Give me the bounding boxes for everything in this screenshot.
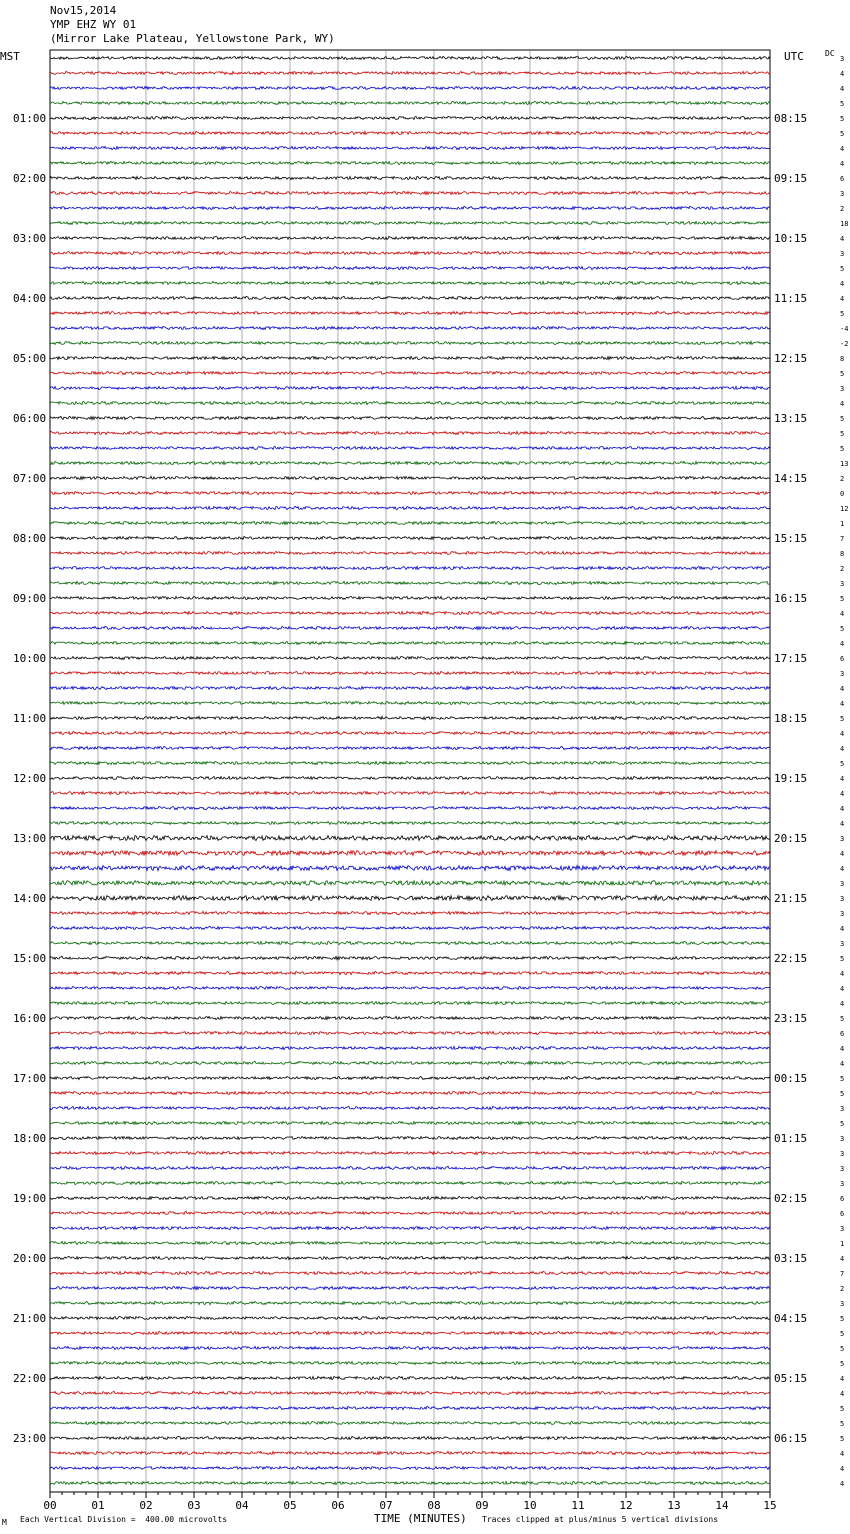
dc-offset-label: 1 [840,520,845,528]
seismogram-trace [50,1061,770,1064]
utc-hour-label: 18:15 [774,712,808,725]
seismogram-trace [50,206,770,209]
clip-note: Traces clipped at plus/minus 5 vertical divisions [482,1515,719,1524]
seismogram-trace [50,611,770,614]
mst-hour-label: 16:00 [13,1012,47,1025]
seismogram-trace [50,311,770,314]
seismogram-trace [50,1421,770,1424]
dc-offset-label: 4 [840,820,845,828]
seismogram-trace [50,536,770,539]
seismogram-trace [50,1181,770,1184]
utc-hour-label: 17:15 [774,652,808,665]
dc-offset-label: 5 [840,1075,845,1083]
dc-offset-label: 3 [840,580,845,588]
seismogram-trace [50,956,770,959]
dc-offset-label: 3 [840,1105,845,1113]
dc-offset-label: 6 [840,175,845,183]
x-tick-label: 09 [475,1499,489,1512]
seismogram-trace [50,416,770,419]
x-tick-label: 02 [139,1499,153,1512]
x-tick-label: 11 [571,1499,585,1512]
utc-hour-label: 00:15 [774,1072,808,1085]
seismogram-trace [50,176,770,179]
seismogram-trace [50,581,770,584]
x-axis-title: TIME (MINUTES) [374,1512,467,1525]
dc-offset-label: 2 [840,1285,845,1293]
seismogram-trace [50,491,770,494]
utc-hour-label: 04:15 [774,1312,808,1325]
dc-offset-label: 4 [840,1375,845,1383]
dc-offset-label: 5 [840,625,845,633]
x-tick-label: 15 [763,1499,777,1512]
dc-offset-label: 4 [840,805,845,813]
dc-offset-label: 5 [840,265,845,273]
utc-hour-label: 01:15 [774,1132,808,1145]
dc-offset-label: 4 [840,1255,845,1263]
seismogram-trace [50,461,770,464]
chart-station: YMP EHZ WY 01 [50,18,137,31]
seismogram-trace [50,596,770,599]
dc-offset-label: 5 [840,1120,845,1128]
mst-hour-label: 05:00 [13,352,47,365]
seismogram-trace [50,566,770,569]
seismogram-trace [50,161,770,164]
dc-offset-label: 5 [840,1015,845,1023]
dc-offset-label: 5 [840,1315,845,1323]
utc-hour-label: 12:15 [774,352,808,365]
dc-offset-label: 6 [840,1210,845,1218]
dc-offset-label: 6 [840,655,845,663]
mst-hour-label: 04:00 [13,292,47,305]
dc-offset-label: 3 [840,940,845,948]
seismogram-trace [50,1166,770,1169]
mst-hour-label: 17:00 [13,1072,47,1085]
time-gridlines [50,50,770,1492]
dc-offset-label: 5 [840,1330,845,1338]
dc-offset-label: 5 [840,100,845,108]
seismogram-traces [50,56,770,1484]
dc-offset-label: 3 [840,250,845,258]
dc-offset-label: 13 [840,460,849,468]
dc-offset-label: 5 [840,955,845,963]
dc-offset-label: -2 [840,340,849,348]
dc-offset-label: 5 [840,445,845,453]
dc-offset-label: 4 [840,70,845,78]
dc-offset-label: 4 [840,685,845,693]
seismogram-trace [50,101,770,104]
seismogram-trace [50,1271,770,1274]
dc-offset-label: 4 [840,1465,845,1473]
seismogram-trace [50,701,770,704]
dc-offset-label: 4 [840,790,845,798]
dc-offset-label: 3 [840,1180,845,1188]
seismogram-trace [50,866,770,871]
seismogram-trace [50,1346,770,1349]
dc-offset-label: 5 [840,595,845,603]
dc-offset-label: 3 [840,910,845,918]
dc-offset-label: -4 [840,325,849,333]
mst-hour-label: 14:00 [13,892,47,905]
dc-offset-label: 3 [840,1135,845,1143]
x-tick-label: 07 [379,1499,393,1512]
dc-offset-label: 4 [840,295,845,303]
chart-date: Nov15,2014 [50,4,117,17]
seismogram-trace [50,1436,770,1439]
dc-offset-label: 5 [840,310,845,318]
dc-offset-label: 3 [840,1300,845,1308]
dc-offset-label: 5 [840,760,845,768]
utc-hour-label: 21:15 [774,892,808,905]
x-tick-label: 00 [43,1499,57,1512]
utc-hour-label: 14:15 [774,472,808,485]
utc-hour-label: 10:15 [774,232,808,245]
seismogram-trace [50,221,770,224]
mst-hour-label: 23:00 [13,1432,47,1445]
seismogram-trace [50,86,770,89]
x-tick-label: 06 [331,1499,345,1512]
dc-offset-label: 8 [840,355,845,363]
seismogram-trace [50,1226,770,1229]
dc-offset-label: 4 [840,280,845,288]
seismogram-trace [50,851,770,856]
dc-offset-label: 5 [840,370,845,378]
seismogram-trace [50,1361,770,1364]
seismogram-trace [50,191,770,194]
dc-offset-label: 4 [840,610,845,618]
utc-hour-label: 13:15 [774,412,808,425]
seismogram-trace [50,941,770,944]
x-tick-label: 05 [283,1499,297,1512]
dc-offset-label: 4 [840,745,845,753]
left-timezone-label: MST [0,50,20,63]
dc-offset-label: 3 [840,385,845,393]
seismogram-trace [50,1466,770,1469]
seismogram-trace [50,1031,770,1034]
time-axis [43,1492,776,1512]
dc-offset-label: 5 [840,115,845,123]
dc-offset-label: 2 [840,205,845,213]
seismogram-trace [50,1211,770,1214]
seismogram-trace [50,326,770,329]
seismogram-trace [50,431,770,434]
seismogram-trace [50,1316,770,1319]
mst-hour-label: 09:00 [13,592,47,605]
dc-header-label: DC [825,49,835,58]
dc-offset-label: 3 [840,835,845,843]
mst-hour-label: 12:00 [13,772,47,785]
dc-offset-label: 4 [840,1390,845,1398]
seismogram-trace [50,1451,770,1454]
seismogram-trace [50,71,770,74]
seismogram-trace [50,1016,770,1019]
dc-offset-label: 5 [840,1360,845,1368]
dc-offset-label: 2 [840,475,845,483]
seismogram-trace [50,236,770,239]
dc-offset-label: 1 [840,1240,845,1248]
utc-hour-label: 05:15 [774,1372,808,1385]
dc-offset-label: 4 [840,865,845,873]
utc-hour-label: 03:15 [774,1252,808,1265]
utc-hour-label: 22:15 [774,952,808,965]
dc-offset-label: 4 [840,160,845,168]
x-tick-label: 08 [427,1499,441,1512]
dc-offset-label: 4 [840,775,845,783]
x-tick-label: 03 [187,1499,201,1512]
dc-offset-label: 6 [840,1195,845,1203]
seismogram-trace [50,56,770,59]
footer-mark: M [2,1518,7,1527]
dc-offset-label: 3 [840,1225,845,1233]
seismogram-trace [50,671,770,674]
seismogram-trace [50,1151,770,1154]
dc-offset-label: 6 [840,1030,845,1038]
dc-offset-label: 4 [840,1450,845,1458]
seismogram-trace [50,821,770,824]
seismogram-trace [50,641,770,644]
seismogram-trace [50,835,770,840]
seismogram-trace [50,371,770,374]
seismogram-trace [50,1136,770,1139]
mst-hour-label: 20:00 [13,1252,47,1265]
seismogram-trace [50,1286,770,1289]
dc-offset-label: 3 [840,895,845,903]
dc-offset-label: 4 [840,400,845,408]
x-tick-label: 01 [91,1499,105,1512]
dc-offset-label: 4 [840,850,845,858]
seismogram-trace [50,731,770,734]
utc-hour-label: 06:15 [774,1432,808,1445]
seismogram-trace [50,506,770,509]
seismogram-trace [50,446,770,449]
utc-hour-label: 09:15 [774,172,808,185]
seismogram-trace [50,911,770,914]
dc-offset-label: 5 [840,715,845,723]
seismogram-trace [50,266,770,269]
seismogram-trace [50,881,770,886]
dc-offset-label: 4 [840,925,845,933]
dc-offset-label: 4 [840,970,845,978]
dc-offset-label: 4 [840,1480,845,1488]
utc-hour-label: 16:15 [774,592,808,605]
seismogram-trace [50,746,770,749]
mst-hour-label: 06:00 [13,412,47,425]
seismogram-trace [50,926,770,929]
seismogram-trace [50,131,770,134]
dc-offset-label: 4 [840,1060,845,1068]
seismogram-trace [50,281,770,284]
chart-location: (Mirror Lake Plateau, Yellowstone Park, WY) [50,32,335,45]
seismogram-trace [50,251,770,254]
mst-hour-label: 19:00 [13,1192,47,1205]
seismogram-trace [50,296,770,299]
dc-offset-label: 5 [840,130,845,138]
seismogram-trace [50,1391,770,1394]
seismogram-trace [50,356,770,359]
mst-hour-label: 07:00 [13,472,47,485]
dc-offset-label: 7 [840,535,845,543]
dc-offset-label: 4 [840,235,845,243]
mst-hour-label: 21:00 [13,1312,47,1325]
dc-offset-label: 3 [840,190,845,198]
seismogram-trace [50,656,770,659]
seismogram-trace [50,716,770,719]
seismogram-trace [50,1301,770,1304]
dc-offset-label: 4 [840,730,845,738]
dc-offset-label: 5 [840,415,845,423]
seismogram-trace [50,1406,770,1409]
x-tick-label: 10 [523,1499,537,1512]
dc-offset-label: 5 [840,1345,845,1353]
seismogram-trace [50,1091,770,1094]
mst-hour-label: 08:00 [13,532,47,545]
dc-offset-label: 4 [840,1000,845,1008]
mst-hour-label: 13:00 [13,832,47,845]
dc-offset-label: 7 [840,1270,845,1278]
dc-offset-label: 5 [840,1090,845,1098]
dc-offset-label: 3 [840,55,845,63]
seismogram-trace [50,341,770,344]
seismogram-trace [50,686,770,689]
seismogram-trace [50,626,770,629]
seismogram-trace [50,776,770,779]
seismogram-trace [50,1241,770,1244]
seismogram-trace [50,1121,770,1124]
seismogram-trace [50,146,770,149]
dc-offset-label: 4 [840,1045,845,1053]
dc-offset-label: 4 [840,985,845,993]
seismogram-trace [50,791,770,794]
scale-note: Each Vertical Division = 400.00 microvolts [20,1515,228,1524]
seismogram-trace [50,1001,770,1004]
x-tick-label: 14 [715,1499,729,1512]
utc-hour-label: 11:15 [774,292,808,305]
seismogram-trace [50,1376,770,1379]
dc-offset-label: 4 [840,640,845,648]
dc-offset-label: 3 [840,1150,845,1158]
dc-offset-label: 5 [840,1420,845,1428]
utc-hour-label: 08:15 [774,112,808,125]
dc-offset-label: 12 [840,505,849,513]
seismogram-trace [50,896,770,901]
dc-offset-label: 18 [840,220,849,228]
mst-hour-label: 03:00 [13,232,47,245]
seismogram-trace [50,386,770,389]
right-timezone-label: UTC [784,50,804,63]
mst-hour-label: 15:00 [13,952,47,965]
seismogram-trace [50,521,770,524]
seismogram-trace [50,1106,770,1109]
seismogram-trace [50,1076,770,1079]
dc-offset-label: 4 [840,85,845,93]
dc-offset-label: 2 [840,565,845,573]
dc-offset-label: 5 [840,1435,845,1443]
utc-hour-label: 02:15 [774,1192,808,1205]
seismogram-trace [50,401,770,404]
plot-frame [50,50,770,1492]
seismogram-trace [50,1046,770,1049]
x-tick-label: 04 [235,1499,249,1512]
mst-hour-label: 10:00 [13,652,47,665]
dc-offset-label: 5 [840,1405,845,1413]
mst-hour-label: 11:00 [13,712,47,725]
utc-hour-label: 19:15 [774,772,808,785]
dc-offset-label: 5 [840,430,845,438]
mst-hour-label: 02:00 [13,172,47,185]
seismogram-trace [50,1331,770,1334]
mst-hour-label: 01:00 [13,112,47,125]
dc-offset-label: 0 [840,490,845,498]
mst-hour-label: 18:00 [13,1132,47,1145]
seismogram-trace [50,1481,770,1484]
x-tick-label: 13 [667,1499,681,1512]
utc-hour-label: 15:15 [774,532,808,545]
dc-offset-label: 4 [840,700,845,708]
mst-hour-label: 22:00 [13,1372,47,1385]
seismogram-trace [50,761,770,764]
seismogram-trace [50,971,770,974]
utc-hour-label: 23:15 [774,1012,808,1025]
x-tick-label: 12 [619,1499,633,1512]
seismogram-trace [50,116,770,119]
dc-offset-label: 8 [840,550,845,558]
dc-offset-label: 3 [840,670,845,678]
seismogram-trace [50,1256,770,1259]
utc-hour-label: 20:15 [774,832,808,845]
seismogram-trace [50,986,770,989]
seismogram-trace [50,551,770,554]
seismogram-trace [50,806,770,809]
seismogram-trace [50,476,770,479]
dc-offset-label: 3 [840,880,845,888]
dc-offset-label: 3 [840,1165,845,1173]
dc-offset-label: 4 [840,145,845,153]
seismogram-trace [50,1196,770,1199]
